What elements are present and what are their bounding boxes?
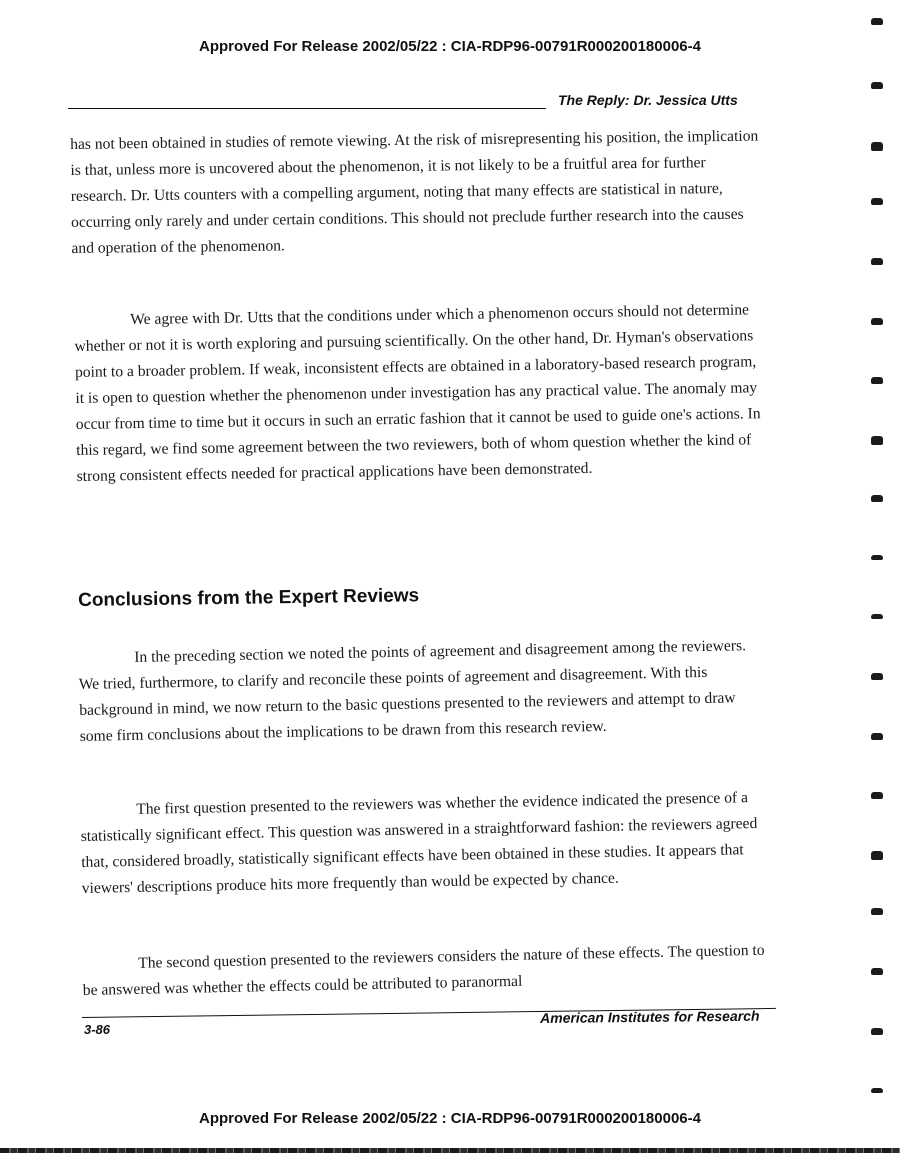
binder-hole-mark	[871, 142, 883, 151]
binder-hole-mark	[871, 673, 883, 680]
binder-hole-mark	[871, 318, 883, 325]
binder-hole-mark	[871, 792, 883, 799]
binder-hole-mark	[871, 377, 883, 384]
binder-hole-mark	[871, 614, 883, 619]
binder-hole-mark	[871, 1028, 883, 1035]
binder-hole-mark	[871, 82, 883, 89]
body-paragraph	[70, 124, 762, 262]
paragraph-text: The first question presented to the reviewers was whether the evidence indicated the presence of a statistically significant effect. This question was answered in a straightforward fashion: the reviewers agreed that, considered broadly, statistically significant effects have been obtained in these studies. It appears that viewers' descriptions produce hits more frequently than would be expected by chance.	[80, 789, 758, 897]
scan-edge-strip	[0, 1148, 900, 1153]
body-paragraph	[80, 785, 772, 902]
binder-hole-mark	[871, 198, 883, 205]
page-number: 3-86	[84, 1022, 111, 1037]
paragraph-text: In the preceding section we noted the points of agreement and disagreement among the reviewers. We tried, furthermore, to clarify and reconcile these points of agreement and disagreement. With this background in mind, we now return to the basic questions presented to the reviewers and attempt to draw some firm conclusions about the implications to be drawn from this research review.	[78, 637, 747, 745]
release-stamp-bottom: Approved For Release 2002/05/22 : CIA-RDP96-00791R000200180006-4	[199, 1110, 701, 1127]
body-paragraph	[82, 938, 773, 1004]
binder-hole-mark	[871, 258, 883, 265]
binder-hole-mark	[871, 851, 883, 860]
header-rule	[68, 108, 546, 109]
body-paragraph	[78, 633, 770, 750]
binder-hole-mark	[871, 436, 883, 445]
binder-hole-mark	[871, 1088, 883, 1093]
section-heading: Conclusions from the Expert Reviews	[78, 585, 420, 611]
paragraph-text: has not been obtained in studies of remote viewing. At the risk of misrepresenting his position, the implication is that, unless more is uncovered about the phenomenon, it is not likely to be a fruitful area for further research. Dr. Utts counters with a compelling argument, noting that many effects are statistical in nature, occurring only rarely and under certain conditions. This should not preclude further research into the causes and operation of the phenomenon.	[70, 127, 759, 257]
binder-hole-mark	[871, 733, 883, 740]
paragraph-text: The second question presented to the reviewers considers the nature of these effects. The question to be answered was whether the effects could be attributed to paranormal	[82, 941, 765, 999]
binder-hole-mark	[871, 18, 883, 25]
binder-hole-mark	[871, 495, 883, 502]
running-header-title: The Reply: Dr. Jessica Utts	[558, 92, 738, 108]
paragraph-text: We agree with Dr. Utts that the conditions under which a phenomenon occurs should not determine whether or not it is worth exploring and pursuing scientifically. On the other hand, Dr. Hyman's observations point to a broader problem. If weak, inconsistent effects are obtained in a laboratory-based research program, it is open to question whether the phenomenon under investigation has any practical value. The anomaly may occur from time to time but it occurs in such an erratic fashion that it cannot be used to guide one's actions. In this regard, we find some agreement between the two reviewers, both of whom question whether the kind of strong consistent effects needed for practical applications have been demonstrated.	[74, 301, 761, 485]
body-paragraph	[74, 297, 767, 490]
binder-hole-mark	[871, 555, 883, 560]
release-stamp-top: Approved For Release 2002/05/22 : CIA-RDP96-00791R000200180006-4	[199, 38, 701, 55]
binder-hole-mark	[871, 908, 883, 915]
footer-organization: American Institutes for Research	[540, 1007, 760, 1026]
binder-hole-mark	[871, 968, 883, 975]
